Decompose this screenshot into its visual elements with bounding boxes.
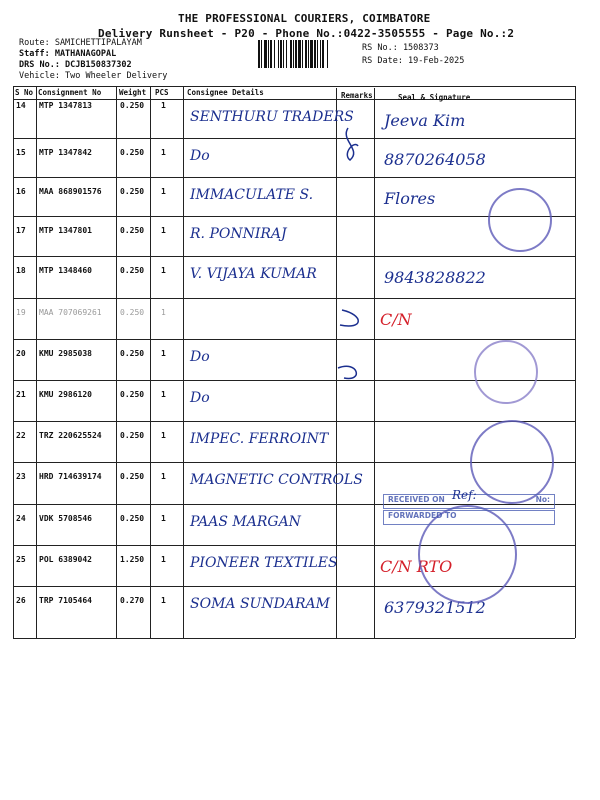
row-pcs: 1 xyxy=(161,472,166,481)
seal-signature-handwriting: C/N RTO xyxy=(380,557,453,576)
seal-signature-handwriting: Jeeva Kim xyxy=(384,111,466,130)
seal-stamp-22 xyxy=(470,420,554,504)
col-remarks: Remarks xyxy=(341,91,373,100)
consignee-handwriting: SENTHURU TRADERS xyxy=(190,109,354,125)
seal-signature-handwriting: 6379321512 xyxy=(384,598,486,617)
row-pcs: 1 xyxy=(161,266,166,275)
row-consignment-no: MAA 868901576 xyxy=(39,187,102,196)
company-name: THE PROFESSIONAL COURIERS, COIMBATORE xyxy=(178,12,431,25)
consignee-handwriting: Do xyxy=(190,349,210,365)
row-divider xyxy=(13,339,575,340)
row-weight: 0.250 xyxy=(120,266,145,275)
row-consignment-no: MTP 1348460 xyxy=(39,266,92,275)
received-stamp: RECEIVED ON No: xyxy=(383,494,555,509)
row-weight: 0.250 xyxy=(120,390,145,399)
row-pcs: 1 xyxy=(161,148,166,157)
row-pcs: 1 xyxy=(161,596,166,605)
row-weight: 0.250 xyxy=(120,148,145,157)
consignee-handwriting: IMMACULATE S. xyxy=(190,187,314,203)
consignee-handwriting: PAAS MARGAN xyxy=(190,514,301,530)
row-weight: 0.250 xyxy=(120,514,145,523)
row-divider xyxy=(13,638,575,639)
row-consignment-no: MTP 1347842 xyxy=(39,148,92,157)
column-divider xyxy=(13,86,14,638)
seal-signature-handwriting: Flores xyxy=(384,189,436,208)
row-sno: 18 xyxy=(16,266,26,275)
row-consignment-no: KMU 2985038 xyxy=(39,349,92,358)
row-weight: 0.250 xyxy=(120,187,145,196)
row-weight: 0.250 xyxy=(120,349,145,358)
row-sno: 21 xyxy=(16,390,26,399)
consignee-handwriting: IMPEC. FERROINT xyxy=(190,431,329,447)
col-seal: Seal & Signature xyxy=(398,93,471,102)
column-divider xyxy=(150,86,151,638)
row-divider xyxy=(13,298,575,299)
row-pcs: 1 xyxy=(161,187,166,196)
row-pcs: 1 xyxy=(161,226,166,235)
forwarded-stamp: FORWARDED TO xyxy=(383,510,555,525)
col-consignee: Consignee Details xyxy=(187,88,264,97)
row-consignment-no: HRD 714639174 xyxy=(39,472,102,481)
row-sno: 25 xyxy=(16,555,26,564)
row-sno: 19 xyxy=(16,308,26,317)
consignee-handwriting: MAGNETIC CONTROLS xyxy=(190,472,363,488)
rs-number: RS No.: 1508373 xyxy=(362,43,439,53)
row-sno: 16 xyxy=(16,187,26,196)
row-weight: 0.270 xyxy=(120,596,145,605)
row-divider xyxy=(13,256,575,257)
consignee-handwriting: SOMA SUNDARAM xyxy=(190,596,330,612)
row-weight: 0.250 xyxy=(120,472,145,481)
row-consignment-no: POL 6389042 xyxy=(39,555,92,564)
row-pcs: 1 xyxy=(161,555,166,564)
seal-signature-handwriting: 8870264058 xyxy=(384,150,486,169)
row-divider xyxy=(13,138,575,139)
consignee-handwriting: R. PONNIRAJ xyxy=(190,226,287,242)
row-pcs: 1 xyxy=(161,349,166,358)
row-consignment-no: TRP 7105464 xyxy=(39,596,92,605)
col-sno: S No xyxy=(15,88,34,97)
col-weight: Weight xyxy=(119,88,147,97)
staff-label: Staff: MATHANAGOPAL xyxy=(19,49,117,59)
row-sno: 14 xyxy=(16,101,26,110)
row-sno: 15 xyxy=(16,148,26,157)
seal-stamp-20 xyxy=(474,340,538,404)
row-pcs: 1 xyxy=(161,431,166,440)
row-weight: 1.250 xyxy=(120,555,145,564)
column-divider xyxy=(183,86,184,638)
row-divider xyxy=(13,421,575,422)
runsheet-title: Delivery Runsheet - P20 - Phone No.:0422-3505555 - Page No.:2 xyxy=(98,27,515,40)
row-weight: 0.250 xyxy=(120,431,145,440)
rs-date: RS Date: 19-Feb-2025 xyxy=(362,56,465,66)
row-divider xyxy=(13,99,575,100)
row-sno: 24 xyxy=(16,514,26,523)
barcode xyxy=(258,40,358,68)
drs-number: DRS No.: DCJB150837302 xyxy=(19,60,132,70)
ref-handwriting: Ref: xyxy=(452,488,477,502)
row-sno: 17 xyxy=(16,226,26,235)
consignee-handwriting: V. VIJAYA KUMAR xyxy=(190,266,317,282)
row-consignment-no: MTP 1347813 xyxy=(39,101,92,110)
seal-signature-handwriting: C/N xyxy=(380,310,412,329)
column-divider xyxy=(575,86,576,638)
row-pcs: 1 xyxy=(161,390,166,399)
column-divider xyxy=(36,86,37,638)
row-sno: 23 xyxy=(16,472,26,481)
seal-signature-handwriting: 9843828822 xyxy=(384,268,486,287)
row-consignment-no: TRZ 220625524 xyxy=(39,431,102,440)
row-sno: 20 xyxy=(16,349,26,358)
route-label: Route: SAMICHETTIPALAYAM xyxy=(19,38,142,48)
row-sno: 22 xyxy=(16,431,26,440)
row-weight: 0.250 xyxy=(120,226,145,235)
row-sno: 26 xyxy=(16,596,26,605)
row-consignment-no: MAA 707069261 xyxy=(39,308,102,317)
row-pcs: 1 xyxy=(161,514,166,523)
column-divider xyxy=(116,86,117,638)
row-weight: 0.250 xyxy=(120,101,145,110)
row-pcs: 1 xyxy=(161,308,166,317)
consignee-handwriting: PIONEER TEXTILES xyxy=(190,555,338,571)
vehicle-label: Vehicle: Two Wheeler Delivery xyxy=(19,71,168,81)
consignee-handwriting: Do xyxy=(190,148,210,164)
col-pcs: PCS xyxy=(155,88,169,97)
row-pcs: 1 xyxy=(161,101,166,110)
consignee-handwriting: Do xyxy=(190,390,210,406)
row-consignment-no: MTP 1347801 xyxy=(39,226,92,235)
row-consignment-no: KMU 2986120 xyxy=(39,390,92,399)
row-weight: 0.250 xyxy=(120,308,145,317)
row-divider xyxy=(13,177,575,178)
col-consignment: Consignment No xyxy=(38,88,102,97)
row-consignment-no: VDK 5708546 xyxy=(39,514,92,523)
remarks-scribble xyxy=(336,110,376,390)
table-top-border xyxy=(13,86,575,87)
seal-stamp-16 xyxy=(488,188,552,252)
